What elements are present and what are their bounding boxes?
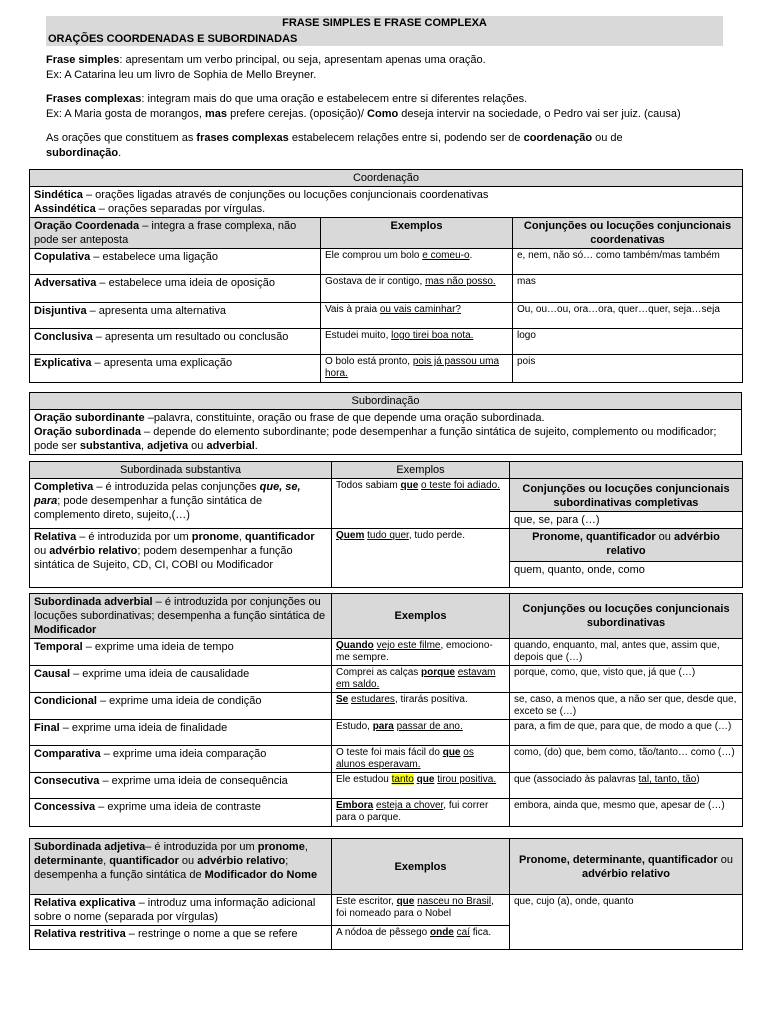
row-label [30,799,332,827]
connector: que [400,480,419,491]
text-bold: quantificador [244,531,315,543]
definition: : integram mais do que uma oração e estabelecem entre si diferentes relações. [141,93,528,105]
row-label [30,693,332,720]
highlighted-word: tanto [391,774,414,785]
column-header-empty [510,462,743,479]
text-bold: subordinação [46,147,119,159]
example-cell [332,895,510,926]
connector: porque [421,667,455,678]
underlined: nasceu no Brasil [417,896,492,907]
row-label [30,249,321,275]
connector: para [372,721,394,732]
text: ou [34,545,50,557]
definition: – introduz uma informação adicional sobre o nome (separada por vírgulas) [34,897,316,923]
intro-relations [46,131,736,161]
intro-complexas [46,92,736,122]
column-header [510,839,743,895]
example-cell [332,479,510,529]
text-bold: adjetiva [147,440,189,452]
text: , [141,440,148,452]
example-connector: Como [367,108,399,120]
column-header: Exemplos [332,594,510,639]
row-label [30,926,332,950]
text-bold: advérbio relativo [581,867,671,880]
example: Ex: A Catarina leu um livro de Sophia de Mello Breyner. [46,69,317,81]
text: A nódoa de pêssego [336,927,430,938]
conjunction-cell: e, nem, não só… como também/mas também [513,249,743,275]
term: Frase simples [46,54,120,66]
definition: – depende do elemento subordinante; pode desempenhar a função sintática de sujeito, complemento ou modificador; pode ser [34,426,717,452]
underlined: o teste foi adiado. [421,480,500,491]
table-row [30,773,743,799]
term: Frases complexas [46,93,142,105]
coordenacao-title: Coordenação [30,170,743,187]
term: Final [34,722,60,734]
column-header: Exemplos [321,218,513,249]
text: , tirarás positiva. [394,694,468,705]
term: Completiva [34,481,94,493]
row-label [30,479,332,529]
table-row [30,249,743,275]
text: . [118,147,122,159]
example-cell [321,303,513,329]
row-label [30,275,321,303]
term: Consecutiva [34,775,100,787]
relativa-header [510,529,743,562]
column-header [30,218,321,249]
example-cell [332,529,510,588]
text-bold: frases complexas [196,132,289,144]
text-bold: determinante [34,855,104,867]
coordenacao-types [30,187,743,218]
row-label [30,895,332,926]
column-header: Exemplos [332,839,510,895]
definition: – apresenta uma explicação [91,357,233,369]
connector: que [416,774,435,785]
row-label [30,529,332,588]
example-cell [321,249,513,275]
subordinacao-title: Subordinação [30,393,742,410]
underlined: logo tirei boa nota. [391,330,474,341]
table-row [30,639,743,666]
term: Oração subordinada [34,426,141,438]
column-header: Conjunções ou locuções conjuncionais subordinativas [510,594,743,639]
example-connector: mas [204,108,228,120]
connector: que [396,896,415,907]
example-cell [332,799,510,827]
text-bold: Subordinada adjetiva [34,841,146,853]
example-cell [321,329,513,355]
text: O teste foi mais fácil do [336,747,443,758]
connector: Embora [336,800,374,811]
term: Disjuntiva [34,305,87,317]
text: Comprei as calças [336,667,422,678]
title-banner [46,16,723,46]
completiva-header [510,479,743,512]
connector: Quando [336,640,374,651]
table-row [30,720,743,746]
underlined: estavam em saldo. [336,667,496,690]
conjunction-cell: para, a fim de que, para que, de modo a que (…) [510,720,743,746]
text: . [469,250,473,261]
document-subtitle: ORAÇÕES COORDENADAS E SUBORDINADAS [48,33,298,45]
text: Ele estudou [336,774,392,785]
text: Ele comprou um bolo [325,250,423,261]
example-part: prefere cerejas. (oposição)/ [227,108,368,120]
subordinacao-definitions [30,410,742,455]
underlined: vejo este filme [376,640,441,651]
row-label [30,355,321,383]
term: Sindética [34,189,83,201]
term: Temporal [34,641,83,653]
adverbial-table [29,593,743,827]
definition: : apresentam um verbo principal, ou seja, apresentam apenas uma oração. [119,54,486,66]
example-cell [332,666,510,693]
text-bold: advérbio relativo [606,531,720,557]
definition: – apresenta um resultado ou conclusão [92,331,289,343]
text: ou [655,531,674,543]
example-cell [332,639,510,666]
text: Este escritor, [336,896,397,907]
text: que (associado às palavras [514,774,639,785]
connector: Se [336,694,349,705]
column-header: Exemplos [332,462,510,479]
subordinacao-table [29,392,742,455]
column-header [30,839,332,895]
term: Relativa [34,531,77,543]
table-row [30,895,743,926]
example-cell [332,720,510,746]
term: Causal [34,668,71,680]
table-row [30,666,743,693]
conjunction-cell: Ou, ou…ou, ora…ora, quer…quer, seja…seja [513,303,743,329]
text-bold: Pronome, determinante, quantificador [519,853,718,866]
text: Todos sabiam [336,480,401,491]
underlined: tirou positiva. [437,774,497,785]
row-label [30,773,332,799]
definition: – estabelece uma ideia de oposição [96,277,275,289]
text-bold: advérbio relativo [49,545,138,557]
example-cell [321,275,513,303]
document-title: FRASE SIMPLES E FRASE COMPLEXA [282,17,487,29]
definition: – exprime uma ideia de finalidade [59,722,228,734]
text: As orações que constituem as [46,132,197,144]
text-bold: Modificador do Nome [204,869,318,881]
text-bold: Subordinada adverbial [34,596,153,608]
text: ou [188,440,207,452]
text: Vais à praia [325,304,380,315]
text: Estudei muito, [325,330,392,341]
text: , [238,531,245,543]
term: Relativa restritiva [34,928,126,940]
underlined: mas não posso. [425,276,496,287]
row-label [30,329,321,355]
table-row [30,275,743,303]
term: Condicional [34,695,97,707]
example-cell [332,773,510,799]
example-cell [321,355,513,383]
text-bold: substantiva [79,440,142,452]
conjunctions: que, se, para [34,481,301,507]
intro-simples [46,53,736,83]
definition: – orações separadas por vírgulas. [95,203,266,215]
conjunction-cell: se, caso, a menos que, a não ser que, desde que, exceto se (…) [510,693,743,720]
underlined: passar de ano. [396,721,463,732]
text: fica. [470,927,492,938]
definition: – restringe o nome a que se refere [125,928,298,940]
underlined: tal, tanto, tão [638,774,697,785]
connector: que [442,747,461,758]
connector: Quem [336,530,365,541]
text: , [304,841,308,853]
term: Copulativa [34,251,91,263]
table-row [30,355,743,383]
completiva-list: que, se, para (…) [510,512,743,529]
definition: – é introduzida pelas conjunções [93,481,260,493]
table-row [30,799,743,827]
term: Assindética [34,203,96,215]
definition: –palavra, constituinte, oração ou frase de que depende uma oração subordinada. [144,412,545,424]
connector: onde [429,927,454,938]
text: O bolo está pronto, [325,356,413,367]
underlined: caí [456,927,470,938]
text: ) [696,774,700,785]
term: Explicativa [34,357,92,369]
row-label [30,666,332,693]
conjunction-cell [510,773,743,799]
underlined: tudo quer [367,530,409,541]
conjunction-cell: logo [513,329,743,355]
definition: ; pode desempenhar a função sintática de complemento direto, sujeito,(…) [34,495,263,521]
row-label [30,639,332,666]
conjunction-cell: mas [513,275,743,303]
term: Oração Coordenada [34,220,140,232]
text: ou [717,853,733,866]
definition: – é introduzida por um [76,531,192,543]
text-bold: pronome [191,531,239,543]
text: , fui correr para o parque. [336,800,489,823]
text-bold: pronome [257,841,305,853]
text: , tudo perde. [408,530,465,541]
text: , foi nomeado para o Nobel [336,896,494,919]
definition: ; podem desempenhar a função sintática de Sujeito, CD, CI, COBl ou Modificador [34,545,293,571]
conjunction-cell: quando, enquanto, mal, antes que, assim que, depois que (…) [510,639,743,666]
example-part: deseja intervir na sociedade, o Pedro vai ser juiz. (causa) [398,108,681,120]
substantiva-table [29,461,743,588]
table-row [30,329,743,355]
text-bold: quantificador [109,855,179,867]
definition: – exprime uma ideia de tempo [82,641,234,653]
row-label [30,746,332,773]
relativa-list: quem, quanto, onde, como [510,561,743,587]
table-row [30,746,743,773]
conjunction-cell: porque, como, que, visto que, já que (…) [510,666,743,693]
table-row [30,693,743,720]
example-cell [332,926,510,950]
term: Comparativa [34,748,101,760]
text: ou de [592,132,623,144]
text: – é introduzida por um [145,841,258,853]
text-bold: coordenação [523,132,593,144]
text: , [103,855,110,867]
table-row [30,303,743,329]
definition: – exprime uma ideia de condição [96,695,262,707]
conjunction-cell: embora, ainda que, mesmo que, apesar de (…) [510,799,743,827]
term: Oração subordinante [34,412,145,424]
table-row [30,529,743,562]
adjetiva-table [29,838,743,950]
definition: – integra a frase complexa, não pode ser anteposta [34,220,297,246]
underlined: ou vais caminhar? [379,304,461,315]
text: ou [178,855,198,867]
underlined: e comeu-o [422,250,470,261]
text-bold: adverbial [206,440,255,452]
row-label [30,303,321,329]
text: . [254,440,258,452]
definition: – apresenta uma alternativa [86,305,226,317]
text-bold: Pronome, quantificador [532,531,656,543]
example-cell [332,746,510,773]
example-cell [332,693,510,720]
conjunction-cell: pois [513,355,743,383]
column-header: Subordinada substantiva [30,462,332,479]
adjetiva-list: que, cujo (a), onde, quanto [510,895,743,950]
definition: – estabelece uma ligação [90,251,219,263]
example-part: Ex: A Maria gosta de morangos, [46,108,205,120]
term: Concessiva [34,801,96,813]
text: – é introduzida por conjunções ou locuções subordinativas; desempenha a função sintática de [34,596,326,622]
underlined: esteja a chover [376,800,444,811]
text-bold: Modificador [34,624,97,636]
text: ; desempenha a função sintática de [34,855,289,881]
conjunction-cell: como, (do) que, bem como, tão/tanto… como (…) [510,746,743,773]
underlined: estudares [351,694,395,705]
column-header: Conjunções ou locuções conjuncionais coordenativas [513,218,743,249]
definition: – exprime uma ideia de contraste [95,801,261,813]
table-row [30,479,743,512]
header-text: Conjunções ou locuções conjuncionais subordinativas completivas [522,483,730,509]
row-label [30,720,332,746]
coordenacao-table [29,169,743,383]
definition: – exprime uma ideia comparação [100,748,267,760]
text: , emociono-me sempre. [336,640,493,663]
text-bold: advérbio relativo [197,855,286,867]
underlined: pois já passou uma hora. [325,356,500,379]
definition: – exprime uma ideia de consequência [99,775,288,787]
text: estabelecem relações entre si, podendo ser de [288,132,524,144]
definition: – exprime uma ideia de causalidade [70,668,250,680]
term: Adversativa [34,277,97,289]
term: Relativa explicativa [34,897,136,909]
column-header [30,594,332,639]
text: Estudo, [336,721,373,732]
definition: – orações ligadas através de conjunções ou locuções conjuncionais coordenativas [82,189,489,201]
underlined: os alunos esperavam. [336,747,474,770]
term: Conclusiva [34,331,93,343]
text: Gostava de ir contigo, [325,276,426,287]
